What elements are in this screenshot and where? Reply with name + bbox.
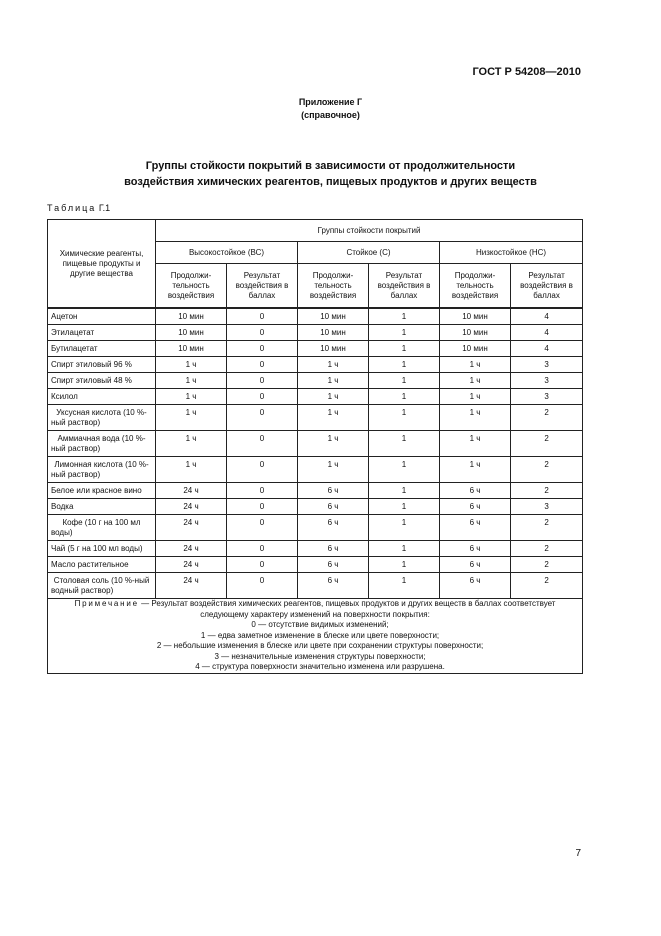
- ns-duration: 1 ч: [440, 389, 511, 405]
- s-result: 1: [369, 483, 440, 499]
- reagent-name: Аммиачная вода (10 %-ный раствор): [48, 431, 156, 457]
- appendix-heading: [0, 96, 661, 122]
- s-result: 1: [369, 405, 440, 431]
- reagent-name: Спирт этиловый 96 %: [48, 357, 156, 373]
- vs-duration: 10 мин: [156, 309, 227, 325]
- reagent-name: Белое или красное вино: [48, 483, 156, 499]
- standard-code: ГОСТ Р 54208—2010: [472, 66, 581, 78]
- header-vs-result: Результат воздействия в баллах: [227, 264, 298, 308]
- vs-duration: 1 ч: [156, 457, 227, 483]
- ns-result: 2: [511, 573, 583, 599]
- s-duration: 6 ч: [298, 499, 369, 515]
- ns-result: 4: [511, 325, 583, 341]
- ns-duration: 10 мин: [440, 341, 511, 357]
- vs-result: 0: [227, 457, 298, 483]
- reagent-name: Кофе (10 г на 100 мл воды): [48, 515, 156, 541]
- vs-result: 0: [227, 309, 298, 325]
- ns-result: 3: [511, 499, 583, 515]
- vs-duration: 24 ч: [156, 483, 227, 499]
- vs-duration: 1 ч: [156, 357, 227, 373]
- header-ns-duration: Продолжи-тельность воздействия: [440, 264, 511, 308]
- reagent-name: Ксилол: [48, 389, 156, 405]
- reagent-name: Лимонная кислота (10 %-ный раствор): [48, 457, 156, 483]
- reagent-name: Водка: [48, 499, 156, 515]
- ns-result: 2: [511, 541, 583, 557]
- table-row: [48, 309, 583, 325]
- page-number: 7: [575, 848, 581, 859]
- ns-result: 3: [511, 389, 583, 405]
- ns-duration: 6 ч: [440, 515, 511, 541]
- s-result: 1: [369, 457, 440, 483]
- table-row: [48, 373, 583, 389]
- table-row: [48, 457, 583, 483]
- vs-result: 0: [227, 357, 298, 373]
- s-result: 1: [369, 357, 440, 373]
- s-duration: 6 ч: [298, 515, 369, 541]
- ns-duration: 1 ч: [440, 357, 511, 373]
- ns-result: 2: [511, 483, 583, 499]
- table-row: [48, 499, 583, 515]
- reagent-name: Чай (5 г на 100 мл воды): [48, 541, 156, 557]
- ns-result: 2: [511, 405, 583, 431]
- s-duration: 1 ч: [298, 405, 369, 431]
- note-item: 1 — едва заметное изменение в блеске или цвете поверхности;: [200, 630, 440, 640]
- s-duration: 10 мин: [298, 325, 369, 341]
- table-row: [48, 405, 583, 431]
- s-duration: 10 мин: [298, 341, 369, 357]
- vs-result: 0: [227, 499, 298, 515]
- reagent-name: Масло растительное: [48, 557, 156, 573]
- table-footer: [48, 599, 583, 674]
- ns-result: 3: [511, 357, 583, 373]
- s-duration: 6 ч: [298, 573, 369, 599]
- vs-duration: 24 ч: [156, 515, 227, 541]
- s-result: 1: [369, 389, 440, 405]
- table-row: [48, 341, 583, 357]
- note-item: 2 — небольшие изменения в блеске или цвете при сохранении структуры поверхности;: [156, 641, 484, 650]
- s-duration: 6 ч: [298, 541, 369, 557]
- ns-duration: 6 ч: [440, 499, 511, 515]
- reagent-name: Этилацетат: [48, 325, 156, 341]
- note-item: 3 — незначительные изменения структуры поверхности;: [214, 651, 426, 661]
- reagent-name: Уксусная кислота (10 %-ный раствор): [48, 405, 156, 431]
- vs-result: 0: [227, 573, 298, 599]
- header-group-s: Стойкое (С): [298, 242, 440, 264]
- ns-duration: 6 ч: [440, 573, 511, 599]
- reagent-name: Бутилацетат: [48, 341, 156, 357]
- s-result: 1: [369, 573, 440, 599]
- s-duration: 10 мин: [298, 309, 369, 325]
- vs-result: 0: [227, 389, 298, 405]
- header-group-vs: Высокостойкое (ВС): [156, 242, 298, 264]
- vs-result: 0: [227, 373, 298, 389]
- table-caption: [47, 203, 110, 213]
- table-caption-number: Г.1: [98, 203, 111, 213]
- vs-result: 0: [227, 515, 298, 541]
- section-title-line-1: Группы стойкости покрытий в зависимости от продолжительности: [145, 160, 516, 172]
- s-result: 1: [369, 541, 440, 557]
- s-result: 1: [369, 373, 440, 389]
- s-result: 1: [369, 499, 440, 515]
- table-caption-word: Таблица: [47, 203, 97, 213]
- s-result: 1: [369, 325, 440, 341]
- s-duration: 1 ч: [298, 431, 369, 457]
- s-duration: 1 ч: [298, 457, 369, 483]
- ns-duration: 1 ч: [440, 373, 511, 389]
- section-title-line-2: воздействия химических реагентов, пищевых продуктов и других веществ: [124, 176, 537, 188]
- vs-duration: 10 мин: [156, 325, 227, 341]
- vs-result: 0: [227, 541, 298, 557]
- table-row: [48, 541, 583, 557]
- table-row: [48, 573, 583, 599]
- s-result: 1: [369, 557, 440, 573]
- vs-result: 0: [227, 483, 298, 499]
- note-item: 0 — отсутствие видимых изменений;: [251, 620, 389, 629]
- ns-duration: 6 ч: [440, 541, 511, 557]
- table-header: [48, 220, 583, 309]
- s-result: 1: [369, 309, 440, 325]
- vs-duration: 10 мин: [156, 341, 227, 357]
- ns-result: 4: [511, 309, 583, 325]
- vs-duration: 1 ч: [156, 405, 227, 431]
- table-row: [48, 325, 583, 341]
- reagent-name: Столовая соль (10 %-ный водный раствор): [48, 573, 156, 599]
- section-title: [0, 158, 661, 190]
- header-s-duration: Продолжи-тельность воздействия: [298, 264, 369, 308]
- ns-result: 3: [511, 373, 583, 389]
- s-duration: 1 ч: [298, 357, 369, 373]
- reagent-name: Спирт этиловый 48 %: [48, 373, 156, 389]
- vs-result: 0: [227, 341, 298, 357]
- note-text: — Результат воздействия химических реагентов, пищевых продуктов и других веществ в баллах соответствует следующему характеру изменений на поверхности покрытия:: [141, 599, 556, 619]
- header-vs-duration: Продолжи-тельность воздействия: [156, 264, 227, 308]
- vs-result: 0: [227, 557, 298, 573]
- reagent-name: Ацетон: [48, 309, 156, 325]
- ns-duration: 1 ч: [440, 457, 511, 483]
- s-result: 1: [369, 431, 440, 457]
- note-label: Примечание: [74, 599, 139, 608]
- header-reagents: Химические реагенты, пищевые продукты и другие вещества: [48, 220, 156, 308]
- table-row: [48, 357, 583, 373]
- table-row: [48, 515, 583, 541]
- ns-duration: 10 мин: [440, 309, 511, 325]
- s-duration: 1 ч: [298, 389, 369, 405]
- header-ns-result: Результат воздействия в баллах: [511, 264, 583, 308]
- table-row: [48, 483, 583, 499]
- header-groups-title: Группы стойкости покрытий: [156, 220, 583, 242]
- s-result: 1: [369, 515, 440, 541]
- s-result: 1: [369, 341, 440, 357]
- vs-duration: 1 ч: [156, 389, 227, 405]
- ns-result: 2: [511, 431, 583, 457]
- ns-duration: 6 ч: [440, 557, 511, 573]
- header-s-result: Результат воздействия в баллах: [369, 264, 440, 308]
- vs-duration: 24 ч: [156, 557, 227, 573]
- vs-duration: 1 ч: [156, 373, 227, 389]
- s-duration: 6 ч: [298, 557, 369, 573]
- table-row: [48, 389, 583, 405]
- header-group-ns: Низкостойкое (НС): [440, 242, 583, 264]
- ns-result: 4: [511, 341, 583, 357]
- ns-result: 2: [511, 557, 583, 573]
- appendix-subtitle: (справочное): [301, 110, 360, 120]
- table-row: [48, 557, 583, 573]
- vs-duration: 24 ч: [156, 573, 227, 599]
- table-row: [48, 431, 583, 457]
- ns-duration: 6 ч: [440, 483, 511, 499]
- ns-duration: 1 ч: [440, 405, 511, 431]
- ns-result: 2: [511, 515, 583, 541]
- table-note: [48, 599, 583, 674]
- vs-result: 0: [227, 325, 298, 341]
- ns-duration: 1 ч: [440, 431, 511, 457]
- vs-result: 0: [227, 405, 298, 431]
- s-duration: 6 ч: [298, 483, 369, 499]
- ns-duration: 10 мин: [440, 325, 511, 341]
- ns-result: 2: [511, 457, 583, 483]
- resistance-table: [47, 219, 583, 674]
- vs-duration: 24 ч: [156, 499, 227, 515]
- vs-duration: 1 ч: [156, 431, 227, 457]
- note-item: 4 — структура поверхности значительно изменена или разрушена.: [195, 662, 445, 671]
- vs-result: 0: [227, 431, 298, 457]
- appendix-title: Приложение Г: [298, 97, 363, 107]
- vs-duration: 24 ч: [156, 541, 227, 557]
- s-duration: 1 ч: [298, 373, 369, 389]
- table-body: [48, 309, 583, 599]
